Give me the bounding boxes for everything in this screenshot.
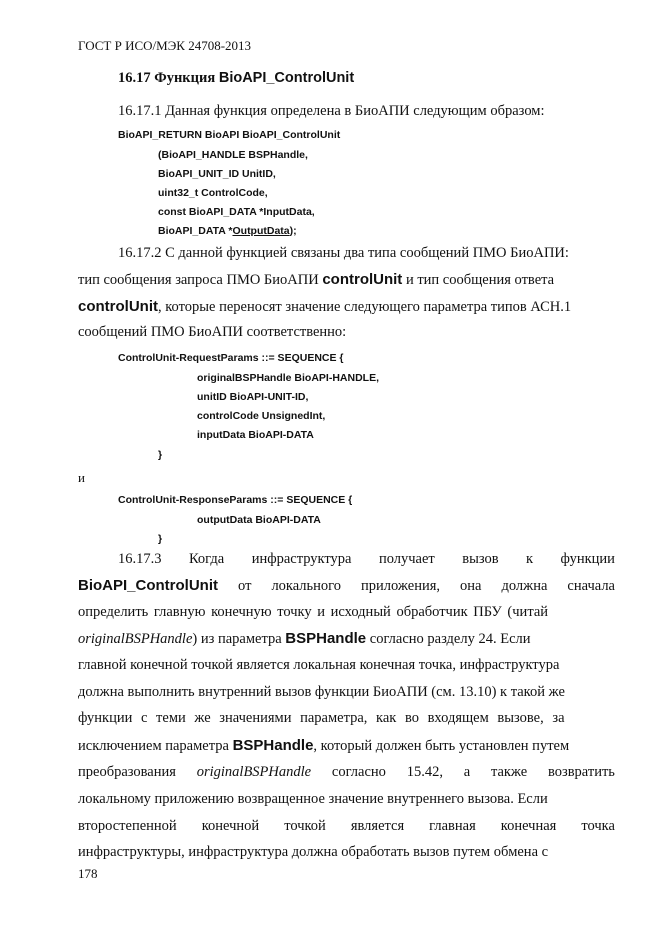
- word: получает: [378, 551, 435, 567]
- code-line: inputData BioAPI-DATA: [197, 429, 314, 441]
- code-fragment-underlined: OutputData: [232, 225, 290, 237]
- text-fragment: исключением параметра: [78, 738, 233, 754]
- word: второстепенной: [78, 818, 177, 834]
- paragraph-16-17-1: 16.17.1 Данная функция определена в БиоАПИ следующим образом:: [118, 103, 545, 119]
- paragraph-line: [78, 577, 615, 595]
- paragraph-line: функции с теми же значениями параметра, как во входящем вызове, за: [78, 710, 565, 726]
- paragraph-line: [118, 551, 615, 568]
- code-line: }: [158, 449, 163, 461]
- code-line: BioAPI_RETURN BioAPI BioAPI_ControlUnit: [118, 129, 341, 141]
- text-fragment: , которые переносят значение следующего параметра типов АСН.1: [158, 299, 572, 315]
- text-fragment: , который должен быть установлен путем: [313, 738, 570, 754]
- word: вызов: [462, 551, 499, 567]
- word: приложения,: [361, 578, 441, 594]
- word: 15.42,: [406, 764, 443, 780]
- code-fragment: );: [289, 225, 297, 237]
- word: также: [490, 764, 528, 780]
- word: 16.17.3: [118, 551, 162, 567]
- section-heading-number: 16.17 Функция: [118, 70, 219, 86]
- text-fragment: тип сообщения запроса ПМО БиоАПИ: [78, 272, 323, 288]
- word: Когда: [188, 551, 225, 567]
- word: инфраструктура: [251, 551, 352, 567]
- conjunction-and: и: [78, 470, 85, 485]
- word: конечная: [500, 818, 557, 834]
- paragraph-line: сообщений ПМО БиоАПИ соответственно:: [78, 324, 347, 340]
- paragraph-line: 16.17.2 С данной функцией связаны два типа сообщений ПМО БиоАПИ:: [118, 245, 569, 261]
- paragraph-line: должна выполнить внутренний вызов функции БиоАПИ (см. 13.10) к такой же: [78, 684, 565, 700]
- word: точка: [581, 818, 615, 834]
- paragraph-line: [78, 298, 571, 316]
- word: конечной: [201, 818, 260, 834]
- code-line: uint32_t ControlCode,: [158, 187, 268, 199]
- paragraph-line: [78, 737, 569, 755]
- word: точкой: [284, 818, 326, 834]
- word: к: [526, 551, 534, 567]
- italic-term: originalBSPHandle: [196, 764, 312, 780]
- inline-code-controlunit: controlUnit: [78, 298, 158, 315]
- code-line: unitID BioAPI-UNIT-ID,: [197, 391, 309, 403]
- text-fragment: и тип сообщения ответа: [402, 272, 555, 288]
- inline-code-bsphandle: BSPHandle: [232, 737, 314, 754]
- paragraph-line: [78, 818, 615, 835]
- text-fragment: ) из параметра: [192, 631, 286, 647]
- code-line: outputData BioAPI-DATA: [197, 514, 321, 526]
- word: функции: [560, 551, 615, 567]
- code-line: BioAPI_UNIT_ID UnitID,: [158, 168, 276, 180]
- paragraph-line: [78, 630, 531, 648]
- word: возвратить: [547, 764, 615, 780]
- code-line: }: [158, 533, 163, 545]
- paragraph-line: определить главную конечную точку и исходный обработчик ПБУ (читай: [78, 604, 549, 620]
- code-line: const BioAPI_DATA *InputData,: [158, 206, 315, 218]
- paragraph-line: локальному приложению возвращенное значение внутреннего вызова. Если: [78, 791, 548, 807]
- word: она: [460, 578, 482, 594]
- word: сначала: [567, 578, 615, 594]
- code-fragment: BioAPI_DATA *: [158, 225, 233, 237]
- page-number: 178: [78, 866, 98, 881]
- inline-code-controlunit: controlUnit: [322, 271, 403, 288]
- word: от: [238, 578, 252, 594]
- inline-code-bsphandle: BSPHandle: [285, 630, 367, 647]
- italic-term: originalBSPHandle: [78, 631, 193, 647]
- section-heading: [118, 70, 354, 87]
- word: локального: [271, 578, 342, 594]
- section-heading-function-name: BioAPI_ControlUnit: [218, 70, 355, 86]
- word: а: [463, 764, 471, 780]
- inline-code-bioapi-controlunit: BioAPI_ControlUnit: [78, 577, 218, 594]
- word: должна: [501, 578, 548, 594]
- word: главная: [429, 818, 476, 834]
- code-line: [158, 225, 297, 237]
- code-line: originalBSPHandle BioAPI-HANDLE,: [197, 372, 380, 384]
- code-line: ControlUnit-RequestParams ::= SEQUENCE {: [118, 352, 344, 364]
- code-line: controlCode UnsignedInt,: [197, 410, 326, 422]
- paragraph-line: [78, 764, 615, 781]
- paragraph-line: главной конечной точкой является локальная конечная точка, инфраструктура: [78, 657, 560, 673]
- word: согласно: [331, 764, 386, 780]
- code-line: ControlUnit-ResponseParams ::= SEQUENCE {: [118, 494, 353, 506]
- text-fragment: согласно разделу 24. Если: [366, 631, 531, 647]
- word: преобразования: [78, 764, 176, 780]
- paragraph-line: инфраструктуры, инфраструктура должна обработать вызов путем обмена с: [78, 844, 549, 860]
- word: является: [350, 818, 405, 834]
- code-line: (BioAPI_HANDLE BSPHandle,: [158, 149, 308, 161]
- document-header: ГОСТ Р ИСО/МЭК 24708-2013: [78, 38, 252, 53]
- paragraph-line: [78, 271, 554, 289]
